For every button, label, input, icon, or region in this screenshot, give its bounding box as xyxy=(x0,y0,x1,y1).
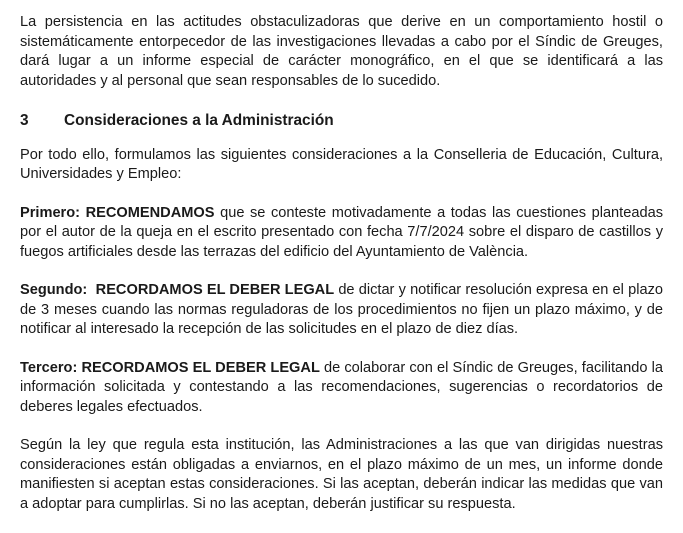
document-page xyxy=(20,13,663,514)
consideration-item-1 xyxy=(20,204,663,263)
section-number: 3 xyxy=(20,112,29,129)
item-text: de dictar y notificar resolución expresa en el plazo de 3 meses cuando las normas reguladoras de los procedimientos no fijen un plazo máximo, y de notificar al interesado la recepción de las solicitudes en el plazo de diez días. xyxy=(20,282,663,337)
item-keyword: RECOMENDAMOS xyxy=(85,204,215,221)
section-title: Consideraciones a la Administración xyxy=(64,112,334,129)
item-label: Primero: xyxy=(20,204,81,221)
section-heading xyxy=(20,111,663,131)
item-label: Tercero: xyxy=(20,359,78,376)
closing-paragraph: Según la ley que regula esta institución, las Administraciones a las que van dirigidas nuestras consideraciones están obligadas a enviarnos, en el plazo máximo de un mes, un informe donde manifiesten si aceptan estas consideraciones. Si las aceptan, deberán indicar las medidas que van a adoptar para cumplirlas. Si no las aceptan, deberán justificar su respuesta. xyxy=(20,437,663,512)
item-keyword: RECORDAMOS EL DEBER LEGAL xyxy=(81,359,320,376)
item-keyword: RECORDAMOS EL DEBER LEGAL xyxy=(95,282,335,298)
item-label: Segundo: xyxy=(20,282,88,298)
lead-paragraph: Por todo ello, formulamos las siguientes consideraciones a la Conselleria de Educación, Cultura, Universidades y Empleo: xyxy=(20,146,663,182)
intro-paragraph: La persistencia en las actitudes obstaculizadoras que derive en un comportamiento hostil o sistemáticamente entorpecedor de las investigaciones llevadas a cabo por el Síndic de Greuges, dará lugar a un informe especial de carácter monográfico, en el que se identificará a las autoridades y al personal que sean responsables de lo sucedido. xyxy=(20,14,663,89)
consideration-item-2 xyxy=(20,281,663,340)
item-text: de colaborar con el Síndic de Greuges, facilitando la información solicitada y contestando a las recomendaciones, sugerencias o recordatorios de deberes legales efectuados. xyxy=(20,359,663,415)
item-text: que se conteste motivadamente a todas las cuestiones planteadas por el autor de la queja en el escrito presentado con fecha 7/7/2024 sobre el disparo de castillos y fuegos artificiales desde las terrazas del edificio del Ayuntamiento de València. xyxy=(20,204,663,260)
consideration-item-3 xyxy=(20,359,663,418)
